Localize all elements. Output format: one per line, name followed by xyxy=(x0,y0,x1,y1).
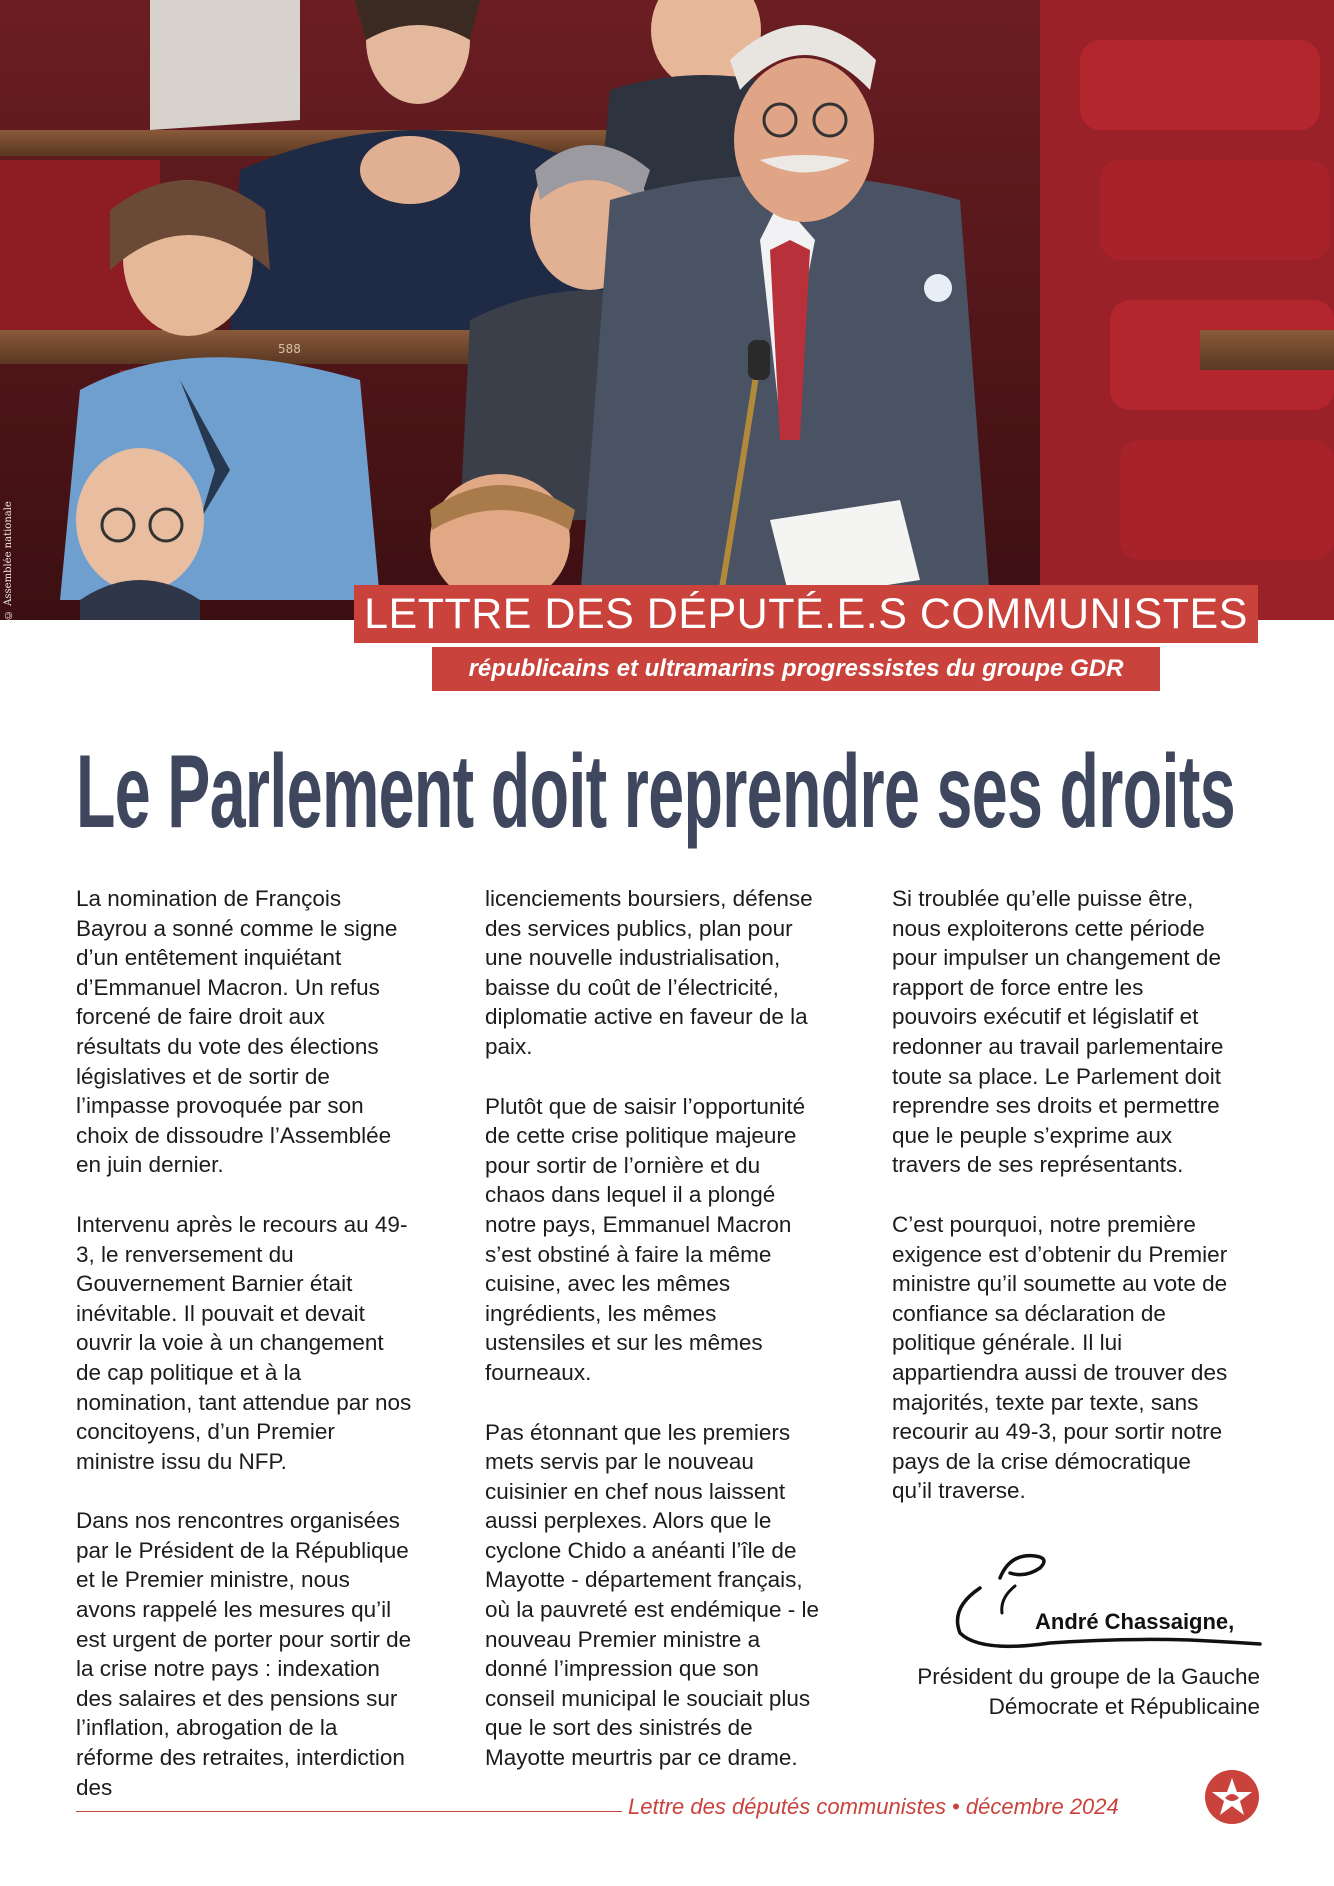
signatory-name: André Chassaigne, xyxy=(1035,1609,1235,1634)
paragraph: Intervenu après le recours au 49-3, le renversement du Gouvernement Barnier était inévitable. Il pouvait et devait ouvrir la voie à un changement de cap politique et à la nomination, tant attendue par nos concitoyens, d’un Premier ministre issu du NFP. xyxy=(76,1211,412,1474)
footer-text: Lettre des députés communistes • décembre 2024 xyxy=(628,1794,1119,1819)
paragraph: C’est pourquoi, notre première exigence est d’obtenir du Premier ministre qu’il soumette au vote de confiance sa déclaration de politique générale. Il lui appartiendra aussi de trouver des majorités, texte par texte, sans recourir au 49-3, pour sortir notre pays de la crise démocratique qu’il traverse. xyxy=(892,1211,1228,1504)
page-title: Le Parlement doit reprendre ses droits xyxy=(76,734,1235,850)
photo-credit: © Assemblée nationale xyxy=(3,501,14,620)
paragraph: Pas étonnant que les premiers mets servis par le nouveau cuisinier en chef nous laissent aussi perplexes. Alors que le cyclone Chido a anéanti l’île de Mayotte - département français, où la pauvreté est endémique - le nouveau Premier ministre a donné l’impression que son conseil municipal le souciait plus que le sort des sinistrés de Mayotte meurtris par ce drame. xyxy=(485,1419,819,1771)
signatory-title-line: Démocrate et Républicaine xyxy=(988,1693,1260,1719)
signatory-title xyxy=(880,1662,1260,1721)
article-column-3 xyxy=(892,884,1228,1536)
signatory-title-line: Président du groupe de la Gauche xyxy=(917,1664,1260,1689)
newsletter-title-banner: LETTRE DES DÉPUTÉ.E.S COMMUNISTES xyxy=(354,585,1258,643)
paragraph: Si troublée qu’elle puisse être, nous exploiterons cette période pour impulser un changement de rapport de force entre les pouvoirs exécutif et législatif et redonner au travail parlementaire toute sa place. Le Parlement doit reprendre ses droits et permettre que le peuple s’exprime aux travers de ses représentants. xyxy=(892,886,1224,1178)
seat-label: 588 xyxy=(278,342,301,356)
paragraph: Plutôt que de saisir l’opportunité de cette crise politique majeure pour sortir de l’ornière et du chaos dans lequel il a plongé notre pays, Emmanuel Macron s’est obstiné à faire la même cuisine, avec les mêmes ingrédients, les mêmes ustensiles et sur les mêmes fourneaux. xyxy=(485,1093,806,1385)
paragraph: licenciements boursiers, défense des services publics, plan pour une nouvelle industrialisation, baisse du coût de l’électricité, diplomatie active en faveur de la paix. xyxy=(485,886,813,1059)
article-column-2 xyxy=(485,884,821,1803)
paragraph: Dans nos rencontres organisées par le Président de la République et le Premier ministre, nous avons rappelé les mesures qu’il est urgent de porter pour sortir de la crise notre pays : indexation des salaires et des pensions sur l’inflation, abrogation de la réforme des retraites, interdiction des xyxy=(76,1508,412,1800)
signature-scribble-icon xyxy=(940,1548,1270,1658)
article-column-1 xyxy=(76,884,412,1832)
party-star-icon xyxy=(1203,1768,1261,1826)
footer-rule xyxy=(76,1811,622,1812)
newsletter-subtitle-banner: républicains et ultramarins progressistes du groupe GDR xyxy=(432,647,1160,691)
paragraph: La nomination de François Bayrou a sonné comme le signe d’un entêtement inquiétant d’Emmanuel Macron. Un refus forcené de faire droit aux résultats du vote des élections législatives et de sortir de l’impasse provoquée par son choix de dissoudre l’Assemblée en juin dernier. xyxy=(76,886,398,1178)
hero-photo xyxy=(0,0,1334,620)
parliament-scene xyxy=(0,0,1334,620)
